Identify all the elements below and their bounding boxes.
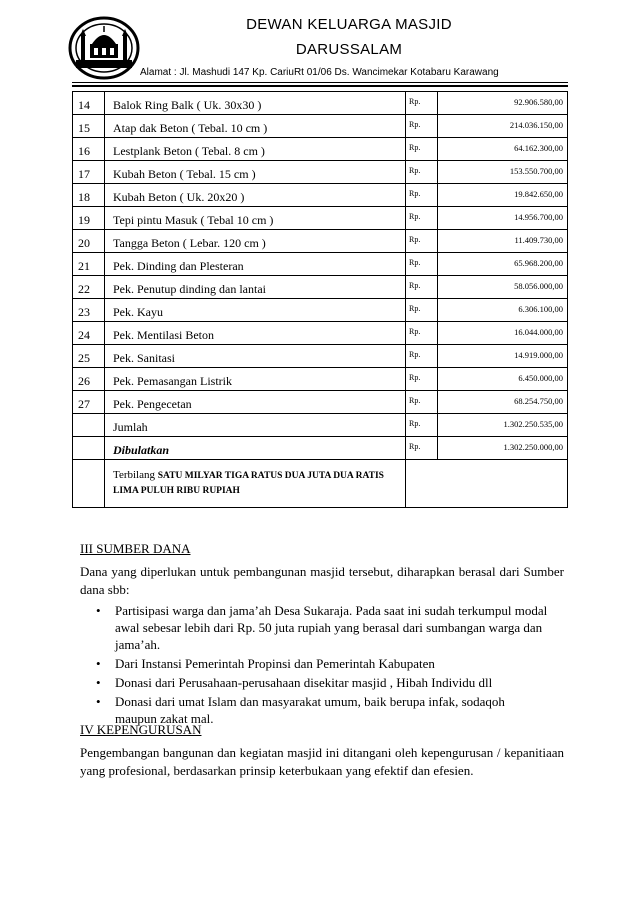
row-item: Pek. Penutup dinding dan lantai — [105, 276, 406, 299]
table-row — [73, 253, 568, 276]
row-currency: Rp. — [406, 276, 438, 299]
row-number: 18 — [73, 184, 105, 207]
list-item-text: Donasi dari umat Islam dan masyarakat umum, baik berupa infak, sodaqoh maupun zakat mal. — [115, 694, 505, 726]
spelled-amount-row — [73, 460, 568, 508]
letterhead-divider-thick — [72, 85, 568, 87]
section-sumber-dana — [80, 540, 564, 599]
table-row — [73, 322, 568, 345]
bullet-icon: • — [96, 656, 101, 671]
spelled-no — [73, 460, 105, 508]
list-item — [80, 655, 550, 672]
row-value: 14.956.700,00 — [438, 207, 568, 230]
rounded-currency: Rp. — [406, 437, 438, 460]
row-number: 27 — [73, 391, 105, 414]
spelled-text: SATU MILYAR TIGA RATUS DUA JUTA DUA RATIS LIMA PULUH RIBU RUPIAH — [113, 471, 384, 496]
row-value: 14.919.000,00 — [438, 345, 568, 368]
row-currency: Rp. — [406, 184, 438, 207]
row-value: 6.306.100,00 — [438, 299, 568, 322]
row-currency: Rp. — [406, 115, 438, 138]
table-row — [73, 184, 568, 207]
row-value: 153.550.700,00 — [438, 161, 568, 184]
bullet-icon: • — [96, 603, 101, 618]
row-item: Atap dak Beton ( Tebal. 10 cm ) — [105, 115, 406, 138]
table-row — [73, 230, 568, 253]
row-currency: Rp. — [406, 207, 438, 230]
total-row — [73, 414, 568, 437]
table-row — [73, 391, 568, 414]
row-item: Kubah Beton ( Tebal. 15 cm ) — [105, 161, 406, 184]
row-number: 24 — [73, 322, 105, 345]
section3-intro: Dana yang diperlukan untuk pembangunan masjid tersebut, diharapkan berasal dari Sumber dana sbb: — [80, 564, 564, 597]
spelled-amount — [105, 460, 406, 508]
row-item: Lestplank Beton ( Tebal. 8 cm ) — [105, 138, 406, 161]
row-number: 16 — [73, 138, 105, 161]
row-item: Pek. Pemasangan Listrik — [105, 368, 406, 391]
row-item: Tepi pintu Masuk ( Tebal 10 cm ) — [105, 207, 406, 230]
row-number: 19 — [73, 207, 105, 230]
row-number: 20 — [73, 230, 105, 253]
table-row — [73, 368, 568, 391]
row-number: 21 — [73, 253, 105, 276]
funding-sources-list — [80, 602, 550, 728]
table-row — [73, 115, 568, 138]
table-row — [73, 345, 568, 368]
total-label: Jumlah — [105, 414, 406, 437]
row-item: Pek. Pengecetan — [105, 391, 406, 414]
spelled-prefix: Terbilang — [113, 469, 155, 481]
rounded-no — [73, 437, 105, 460]
org-address: Alamat : Jl. Mashudi 147 Kp. CariuRt 01/06 Ds. Wancimekar Kotabaru Karawang — [140, 67, 499, 78]
row-item: Tangga Beton ( Lebar. 120 cm ) — [105, 230, 406, 253]
list-item — [80, 602, 550, 653]
row-number: 14 — [73, 92, 105, 115]
org-name-line2: DARUSSALAM — [295, 41, 403, 58]
table-row — [73, 161, 568, 184]
row-number: 23 — [73, 299, 105, 322]
row-value: 65.968.200,00 — [438, 253, 568, 276]
row-number: 26 — [73, 368, 105, 391]
row-currency: Rp. — [406, 138, 438, 161]
list-item — [80, 674, 550, 691]
rounded-row — [73, 437, 568, 460]
list-item-text: Dari Instansi Pemerintah Propinsi dan Pemerintah Kabupaten — [115, 656, 435, 671]
row-item: Pek. Sanitasi — [105, 345, 406, 368]
section3-title: III SUMBER DANA — [80, 541, 191, 556]
row-currency: Rp. — [406, 391, 438, 414]
table-row — [73, 92, 568, 115]
row-currency: Rp. — [406, 322, 438, 345]
spelled-empty — [406, 460, 568, 508]
row-value: 68.254.750,00 — [438, 391, 568, 414]
letterhead-divider — [72, 82, 568, 83]
row-item: Pek. Dinding dan Plesteran — [105, 253, 406, 276]
list-item-text: Donasi dari Perusahaan-perusahaan disekitar masjid , Hibah Individu dll — [115, 675, 493, 690]
section4-title: IV KEPENGURUSAN — [80, 722, 202, 737]
row-value: 92.906.580,00 — [438, 92, 568, 115]
rounded-value: 1.302.250.000,00 — [438, 437, 568, 460]
row-value: 11.409.730,00 — [438, 230, 568, 253]
row-item: Pek. Kayu — [105, 299, 406, 322]
row-item: Pek. Mentilasi Beton — [105, 322, 406, 345]
section4-text: Pengembangan bangunan dan kegiatan masjid ini ditangani oleh kepengurusan / kepanitiaan yang profesional, berdasarkan prinsip keterbukaan yang efektif dan efesien. — [80, 745, 564, 778]
row-number: 22 — [73, 276, 105, 299]
row-currency: Rp. — [406, 299, 438, 322]
row-currency: Rp. — [406, 345, 438, 368]
row-value: 6.450.000,00 — [438, 368, 568, 391]
rounded-label: Dibulatkan — [105, 437, 406, 460]
table-row — [73, 276, 568, 299]
cost-table — [72, 91, 568, 508]
row-value: 214.036.150,00 — [438, 115, 568, 138]
bullet-icon: • — [96, 675, 101, 690]
row-currency: Rp. — [406, 230, 438, 253]
row-number: 25 — [73, 345, 105, 368]
total-currency: Rp. — [406, 414, 438, 437]
org-name-line1: DEWAN KELUARGA MASJID — [246, 16, 452, 33]
row-item: Kubah Beton ( Uk. 20x20 ) — [105, 184, 406, 207]
section-kepengurusan — [80, 721, 564, 780]
bullet-icon: • — [96, 694, 101, 709]
row-item: Balok Ring Balk ( Uk. 30x30 ) — [105, 92, 406, 115]
list-item-text: Partisipasi warga dan jama’ah Desa Sukaraja. Pada saat ini sudah terkumpul modal awal sebesar lebih dari Rp. 50 juta rupiah yang berasal dari sumbangan warga dan jama’ah. — [115, 603, 548, 652]
row-value: 19.842.650,00 — [438, 184, 568, 207]
row-currency: Rp. — [406, 253, 438, 276]
table-row — [73, 207, 568, 230]
row-currency: Rp. — [406, 368, 438, 391]
table-row — [73, 138, 568, 161]
row-value: 58.056.000,00 — [438, 276, 568, 299]
row-number: 17 — [73, 161, 105, 184]
row-currency: Rp. — [406, 92, 438, 115]
total-no — [73, 414, 105, 437]
row-value: 64.162.300,00 — [438, 138, 568, 161]
row-number: 15 — [73, 115, 105, 138]
row-currency: Rp. — [406, 161, 438, 184]
row-value: 16.044.000,00 — [438, 322, 568, 345]
total-value: 1.302.250.535,00 — [438, 414, 568, 437]
table-row — [73, 299, 568, 322]
letterhead — [0, 0, 638, 90]
